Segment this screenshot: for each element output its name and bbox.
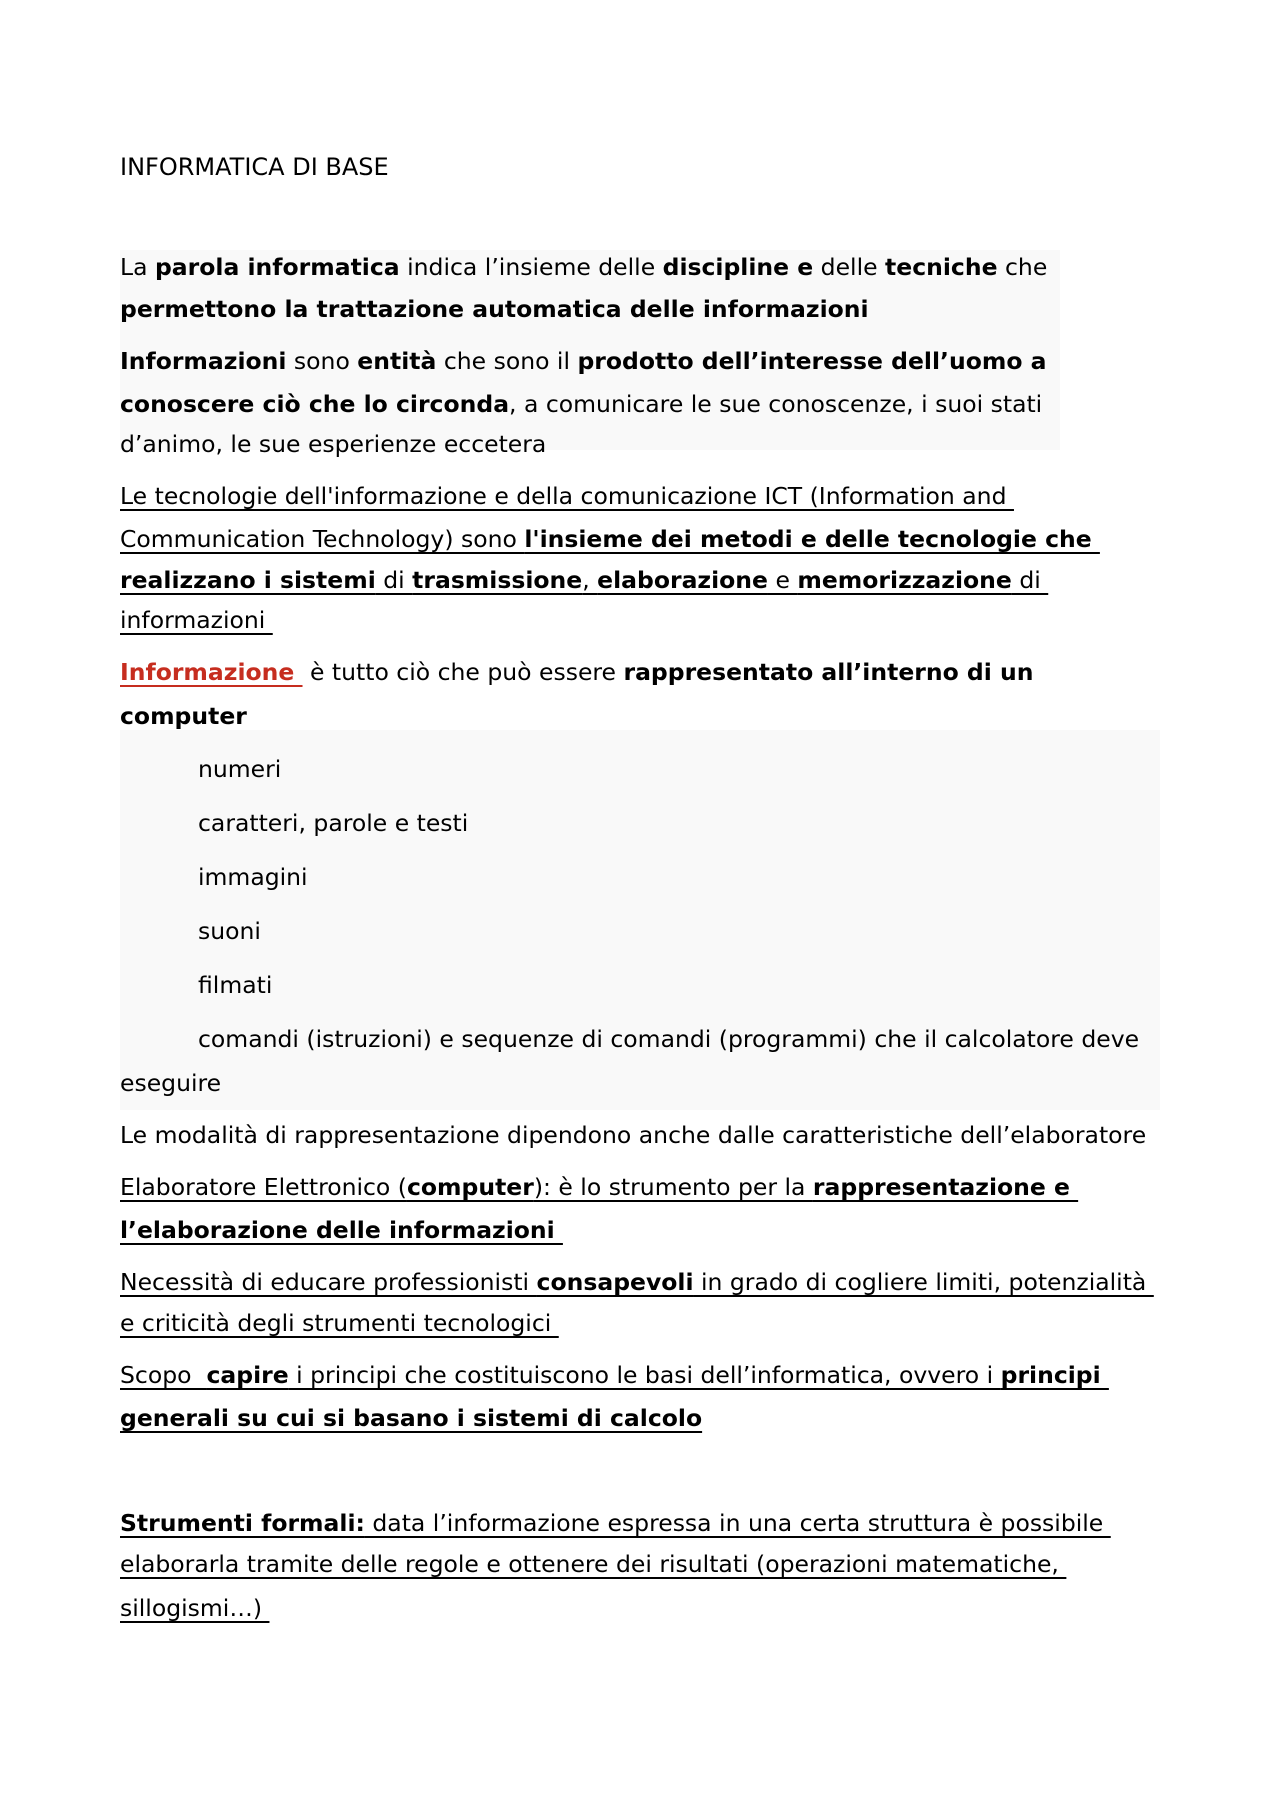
list-item: caratteri, parole e testi	[198, 809, 469, 837]
paragraph-necessita-line1: Necessità di educare professionisti consapevoli in grado di cogliere limiti, potenzialità	[120, 1268, 1154, 1296]
paragraph-strumenti-line1: Strumenti formali: data l’informazione espressa in una certa struttura è possibile	[120, 1509, 1111, 1537]
paragraph-scopo-line1: Scopo capire i principi che costituiscono le basi dell’informatica, ovvero i principi	[120, 1361, 1109, 1389]
paragraph-informazione-line2: computer	[120, 702, 247, 730]
paragraph-strumenti-line3: sillogismi…)	[120, 1594, 270, 1622]
paragraph-informazioni-line2: conoscere ciò che lo circonda, a comunicare le sue conoscenze, i suoi stati	[120, 390, 1043, 418]
list-item: comandi (istruzioni) e sequenze di comandi (programmi) che il calcolatore deve	[198, 1025, 1140, 1053]
paragraph-informazione-line1: Informazione è tutto ciò che può essere rappresentato all’interno di un	[120, 658, 1034, 686]
paragraph-informazioni-line1: Informazioni sono entità che sono il prodotto dell’interesse dell’uomo a	[120, 347, 1047, 375]
paragraph-ict-line3: realizzano i sistemi di trasmissione, elaborazione e memorizzazione di	[120, 566, 1049, 594]
paragraph-ict-line1: Le tecnologie dell'informazione e della comunicazione ICT (Information and	[120, 482, 1014, 510]
paragraph-modalita: Le modalità di rappresentazione dipendono anche dalle caratteristiche dell’elaboratore	[120, 1121, 1147, 1149]
list-item: suoni	[198, 917, 261, 945]
paragraph-ict-line2: Communication Technology) sono l'insieme dei metodi e delle tecnologie che	[120, 525, 1100, 553]
list-item: numeri	[198, 755, 282, 783]
paragraph-informazioni-line3: d’animo, le sue esperienze eccetera	[120, 430, 547, 458]
list-item-continuation: eseguire	[120, 1069, 222, 1097]
paragraph-informatica-line1: La parola informatica indica l’insieme delle discipline e delle tecniche che	[120, 253, 1048, 281]
informazione-term: Informazione	[120, 658, 303, 686]
paragraph-elaboratore-line2: l’elaborazione delle informazioni	[120, 1216, 563, 1244]
paragraph-scopo-line2: generali su cui si basano i sistemi di calcolo	[120, 1404, 703, 1432]
list-item: filmati	[198, 971, 273, 999]
paragraph-elaboratore-line1: Elaboratore Elettronico (computer): è lo strumento per la rappresentazione e	[120, 1173, 1079, 1201]
paragraph-necessita-line2: e criticità degli strumenti tecnologici	[120, 1309, 559, 1337]
list-item: immagini	[198, 863, 308, 891]
paragraph-strumenti-line2: elaborarla tramite delle regole e ottenere dei risultati (operazioni matematiche,	[120, 1550, 1067, 1578]
paragraph-informatica-line2: permettono la trattazione automatica delle informazioni	[120, 295, 869, 323]
document-title: INFORMATICA DI BASE	[120, 153, 389, 181]
paragraph-ict-line4: informazioni	[120, 606, 273, 634]
